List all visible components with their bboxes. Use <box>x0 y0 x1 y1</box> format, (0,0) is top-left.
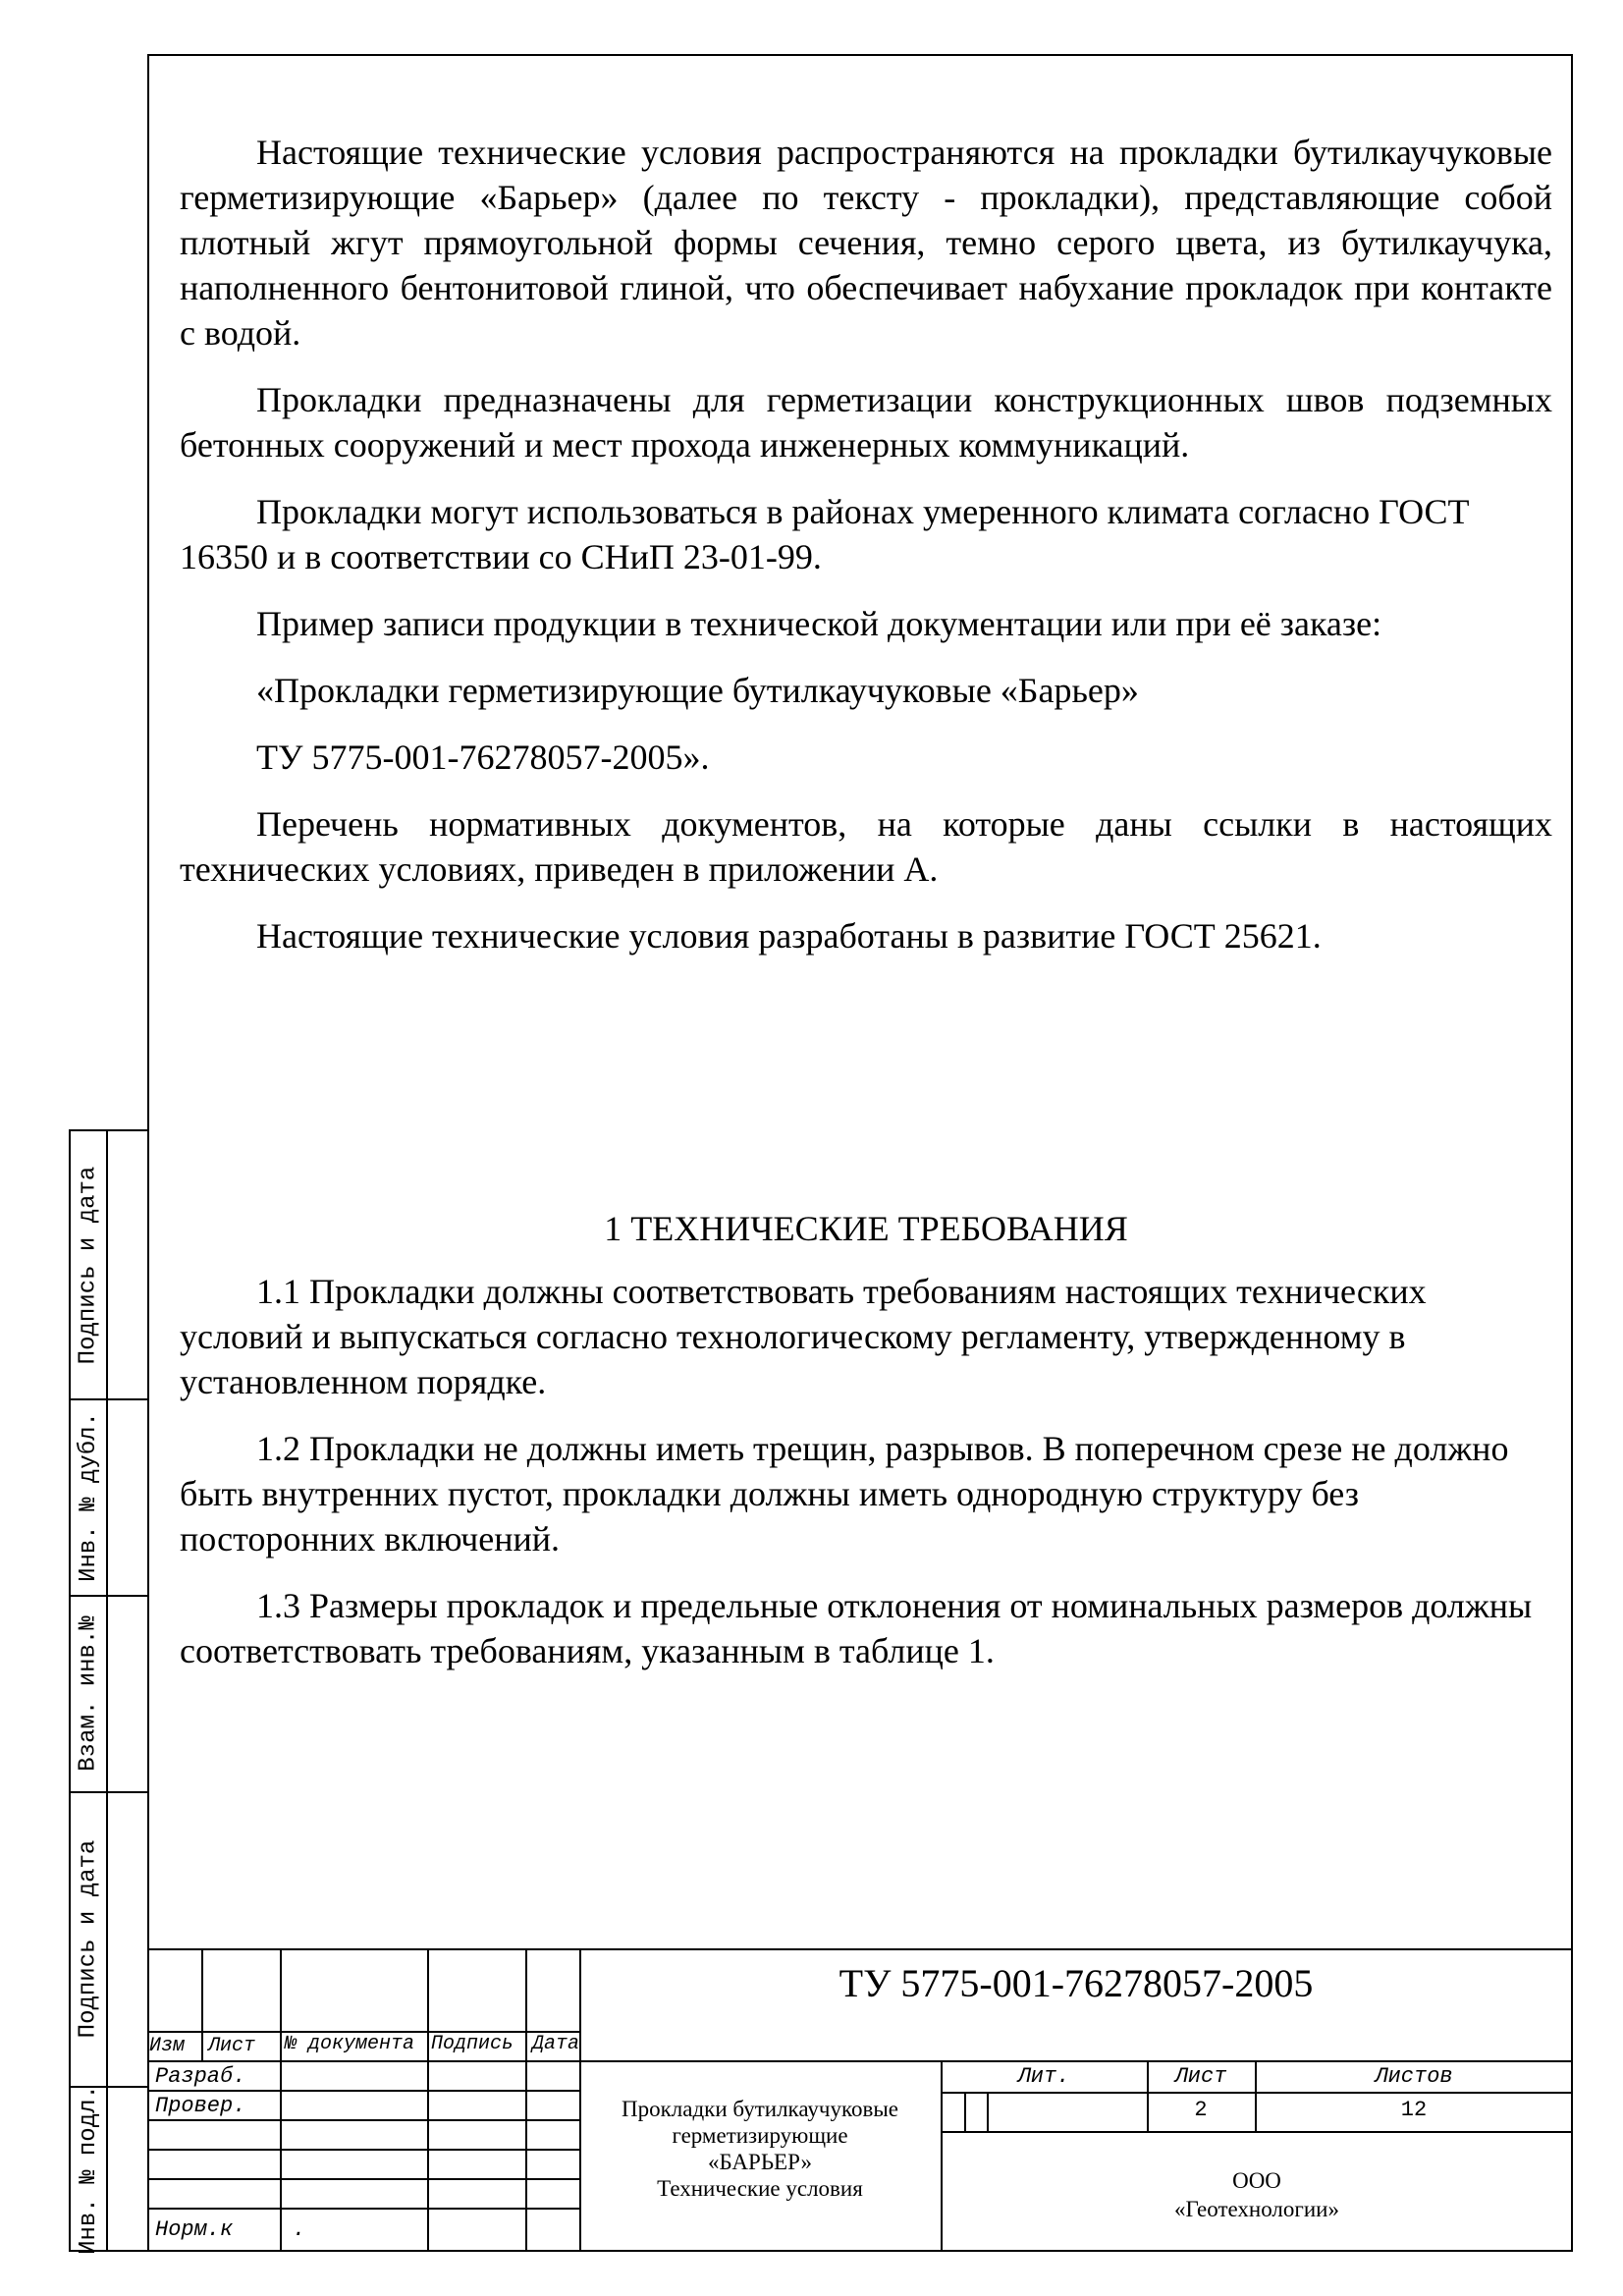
paragraph-purpose: Прокладки предназначены для герметизации конструкционных швов подземных бетонных сооружений и мест прохода инженерных коммуникаций. <box>180 380 1552 465</box>
paragraph-development: Настоящие технические условия разработаны в развитие ГОСТ 25621. <box>256 916 1322 956</box>
title-block <box>147 1948 1573 2252</box>
paragraph-example-intro: Пример записи продукции в технической документации или при её заказе: <box>256 604 1382 643</box>
paragraph-example-name: «Прокладки герметизирующие бутилкаучуковые «Барьер» <box>256 671 1139 710</box>
header-izm: Изм <box>149 2035 186 2057</box>
paragraph-climate: Прокладки могут использоваться в районах умеренного климата согласно ГОСТ 16350 и в соответствии со СНиП 23-01-99. <box>180 492 1470 576</box>
sheet-number: 2 <box>1194 2098 1208 2122</box>
role-norm-control: Норм.к <box>155 2217 234 2242</box>
requirement-1-2: 1.2 Прокладки не должны иметь трещин, разрывов. В поперечном срезе не должно быть внутренних пустот, прокладки должны иметь однородную структуру без посторонних включений. <box>180 1429 1509 1558</box>
role-developer: Разраб. <box>155 2064 246 2089</box>
paragraph-example-code: ТУ 5775-001-76278057-2005». <box>256 738 710 777</box>
sheet-label: Лист <box>1174 2064 1227 2089</box>
paragraph-references: Перечень нормативных документов, на которые даны ссылки в настоящих технических условиях, приведен в приложении А. <box>180 804 1552 889</box>
section-heading: 1 ТЕХНИЧЕСКИЕ ТРЕБОВАНИЯ <box>604 1209 1128 1248</box>
organization: ООО «Геотехнологии» <box>1174 2168 1339 2221</box>
norm-control-mark: . <box>293 2217 306 2242</box>
strip-label-signature-date: Подпись и дата <box>75 1166 102 1364</box>
strip-label-original-inv: Инв. № подл. <box>75 2085 102 2255</box>
requirements-text <box>180 1269 1552 1673</box>
requirement-1-3: 1.3 Размеры прокладок и предельные отклонения от номинальных размеров должны соответствовать требованиям, указанным в таблице 1. <box>180 1586 1533 1670</box>
strip-label-replaced-inv: Взам. инв.№ <box>75 1614 102 1772</box>
paragraph-scope: Настоящие технические условия распространяются на прокладки бутилкаучуковые герметизирующие «Барьер» (далее по тексту - прокладки), представляющие собой плотный жгут прямоугольной формы сечения, темно серого цвета, из бутилкаучука, наполненного бентонитовой глиной, что обеспечивает набухание прокладок при контакте с водой. <box>180 133 1552 353</box>
document-name: Прокладки бутилкаучуковые герметизирующие «БАРЬЕР» Технические условия <box>621 2097 899 2201</box>
header-signature: Подпись <box>431 2033 514 2055</box>
lit-label: Лит. <box>1017 2064 1070 2089</box>
sheets-total: 12 <box>1400 2098 1428 2122</box>
intro-text <box>180 130 1552 958</box>
role-checker: Провер. <box>155 2094 246 2118</box>
binding-strip <box>69 1129 147 2255</box>
requirement-1-1: 1.1 Прокладки должны соответствовать требованиям настоящих технических условий и выпускаться согласно технологическому регламенту, утвержденному в установленном порядке. <box>180 1272 1427 1401</box>
strip-label-duplicate-inv: Инв. № дубл. <box>75 1411 102 1582</box>
document-designation: ТУ 5775-001-76278057-2005 <box>839 1961 1314 2005</box>
header-list: Лист <box>208 2035 256 2057</box>
strip-label-signature-date-2: Подпись и дата <box>75 1839 102 2038</box>
sheets-label: Листов <box>1375 2064 1453 2089</box>
header-date: Дата <box>532 2033 580 2055</box>
header-document-number: № документа <box>285 2033 415 2055</box>
